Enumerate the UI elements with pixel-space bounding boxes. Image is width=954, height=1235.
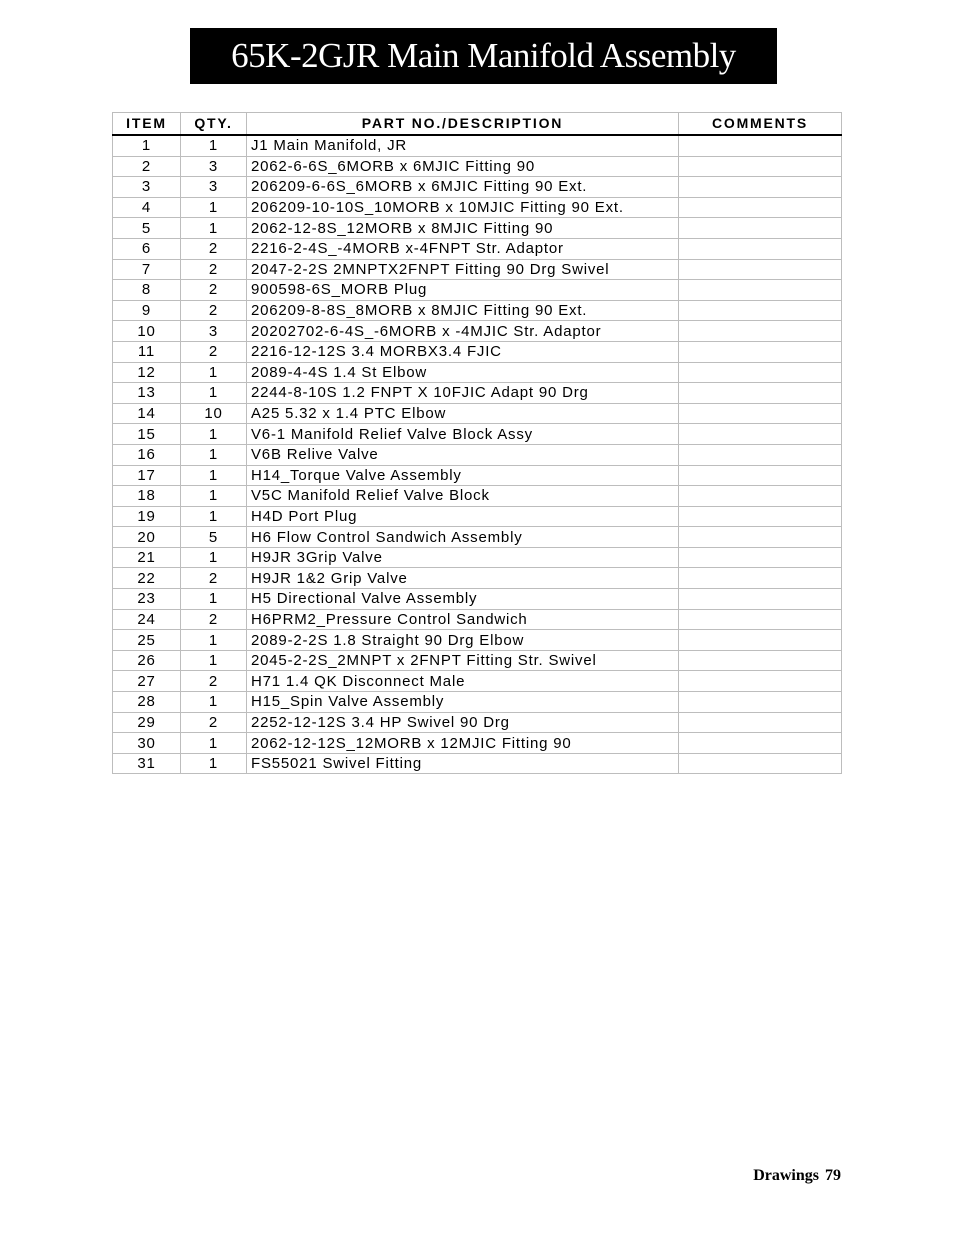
cell-comments	[679, 383, 842, 404]
table-row	[113, 362, 842, 383]
cell-qty: 1	[181, 547, 247, 568]
header-item: ITEM	[113, 113, 181, 136]
cell-comments	[679, 238, 842, 259]
footer-section-label: Drawings	[753, 1167, 819, 1184]
cell-qty: 3	[181, 321, 247, 342]
table-row	[113, 218, 842, 239]
cell-qty: 1	[181, 362, 247, 383]
cell-comments	[679, 177, 842, 198]
cell-item: 8	[113, 280, 181, 301]
cell-item: 26	[113, 650, 181, 671]
cell-qty: 1	[181, 383, 247, 404]
cell-comments	[679, 218, 842, 239]
cell-item: 20	[113, 527, 181, 548]
cell-qty: 1	[181, 444, 247, 465]
cell-qty: 5	[181, 527, 247, 548]
cell-part-description: 2062-12-8S_12MORB x 8MJIC Fitting 90	[247, 218, 679, 239]
cell-qty: 2	[181, 712, 247, 733]
cell-comments	[679, 259, 842, 280]
cell-part-description: 2062-6-6S_6MORB x 6MJIC Fitting 90	[247, 156, 679, 177]
cell-item: 27	[113, 671, 181, 692]
header-part-description: PART NO./DESCRIPTION	[247, 113, 679, 136]
cell-part-description: 2045-2-2S_2MNPT x 2FNPT Fitting Str. Swivel	[247, 650, 679, 671]
cell-qty: 2	[181, 568, 247, 589]
cell-part-description: H14_Torque Valve Assembly	[247, 465, 679, 486]
cell-qty: 2	[181, 341, 247, 362]
cell-comments	[679, 424, 842, 445]
cell-part-description: 2244-8-10S 1.2 FNPT X 10FJIC Adapt 90 Drg	[247, 383, 679, 404]
cell-part-description: 2216-2-4S_-4MORB x-4FNPT Str. Adaptor	[247, 238, 679, 259]
cell-part-description: V6B Relive Valve	[247, 444, 679, 465]
table-row	[113, 506, 842, 527]
cell-item: 4	[113, 197, 181, 218]
cell-part-description: 206209-8-8S_8MORB x 8MJIC Fitting 90 Ext.	[247, 300, 679, 321]
footer-page-number: 79	[825, 1167, 841, 1184]
table-row	[113, 238, 842, 259]
cell-qty: 1	[181, 197, 247, 218]
cell-comments	[679, 609, 842, 630]
cell-item: 18	[113, 486, 181, 507]
cell-item: 14	[113, 403, 181, 424]
header-comments: COMMENTS	[679, 113, 842, 136]
table-row	[113, 156, 842, 177]
cell-comments	[679, 630, 842, 651]
table-row	[113, 547, 842, 568]
cell-part-description: V5C Manifold Relief Valve Block	[247, 486, 679, 507]
cell-comments	[679, 444, 842, 465]
cell-item: 15	[113, 424, 181, 445]
cell-comments	[679, 527, 842, 548]
cell-part-description: V6-1 Manifold Relief Valve Block Assy	[247, 424, 679, 445]
cell-comments	[679, 280, 842, 301]
cell-part-description: 900598-6S_MORB Plug	[247, 280, 679, 301]
cell-item: 24	[113, 609, 181, 630]
cell-item: 17	[113, 465, 181, 486]
table-row	[113, 609, 842, 630]
cell-part-description: H6PRM2_Pressure Control Sandwich	[247, 609, 679, 630]
cell-item: 16	[113, 444, 181, 465]
cell-qty: 1	[181, 589, 247, 610]
cell-item: 6	[113, 238, 181, 259]
parts-table	[112, 112, 842, 774]
cell-comments	[679, 156, 842, 177]
cell-comments	[679, 568, 842, 589]
cell-qty: 1	[181, 650, 247, 671]
cell-comments	[679, 589, 842, 610]
cell-part-description: J1 Main Manifold, JR	[247, 135, 679, 156]
cell-part-description: 206209-10-10S_10MORB x 10MJIC Fitting 90 Ext.	[247, 197, 679, 218]
table-row	[113, 568, 842, 589]
cell-item: 12	[113, 362, 181, 383]
cell-qty: 1	[181, 692, 247, 713]
cell-comments	[679, 465, 842, 486]
cell-comments	[679, 692, 842, 713]
cell-item: 13	[113, 383, 181, 404]
cell-comments	[679, 321, 842, 342]
cell-item: 7	[113, 259, 181, 280]
table-row	[113, 383, 842, 404]
cell-qty: 1	[181, 506, 247, 527]
cell-part-description: H4D Port Plug	[247, 506, 679, 527]
table-row	[113, 424, 842, 445]
table-row	[113, 630, 842, 651]
table-row	[113, 259, 842, 280]
cell-comments	[679, 135, 842, 156]
table-row	[113, 321, 842, 342]
cell-comments	[679, 486, 842, 507]
cell-part-description: 2089-4-4S 1.4 St Elbow	[247, 362, 679, 383]
cell-qty: 1	[181, 753, 247, 774]
cell-qty: 3	[181, 156, 247, 177]
cell-part-description: H6 Flow Control Sandwich Assembly	[247, 527, 679, 548]
parts-table-body	[113, 135, 842, 774]
table-row	[113, 300, 842, 321]
cell-qty: 10	[181, 403, 247, 424]
cell-comments	[679, 753, 842, 774]
table-row	[113, 589, 842, 610]
table-row	[113, 444, 842, 465]
table-row	[113, 465, 842, 486]
cell-comments	[679, 733, 842, 754]
cell-item: 5	[113, 218, 181, 239]
cell-qty: 2	[181, 280, 247, 301]
cell-qty: 2	[181, 259, 247, 280]
cell-item: 23	[113, 589, 181, 610]
table-row	[113, 671, 842, 692]
table-row	[113, 280, 842, 301]
cell-part-description: 2216-12-12S 3.4 MORBX3.4 FJIC	[247, 341, 679, 362]
cell-part-description: H71 1.4 QK Disconnect Male	[247, 671, 679, 692]
cell-part-description: FS55021 Swivel Fitting	[247, 753, 679, 774]
cell-part-description: 2062-12-12S_12MORB x 12MJIC Fitting 90	[247, 733, 679, 754]
cell-comments	[679, 650, 842, 671]
cell-part-description: H5 Directional Valve Assembly	[247, 589, 679, 610]
cell-comments	[679, 362, 842, 383]
table-row	[113, 177, 842, 198]
table-row	[113, 486, 842, 507]
cell-part-description: 2252-12-12S 3.4 HP Swivel 90 Drg	[247, 712, 679, 733]
table-row	[113, 341, 842, 362]
cell-part-description: 2047-2-2S 2MNPTX2FNPT Fitting 90 Drg Swivel	[247, 259, 679, 280]
table-row	[113, 527, 842, 548]
cell-qty: 2	[181, 609, 247, 630]
table-row	[113, 403, 842, 424]
cell-item: 11	[113, 341, 181, 362]
cell-qty: 2	[181, 671, 247, 692]
cell-item: 19	[113, 506, 181, 527]
table-header-row	[113, 113, 842, 136]
table-row	[113, 753, 842, 774]
cell-part-description: H15_Spin Valve Assembly	[247, 692, 679, 713]
cell-item: 22	[113, 568, 181, 589]
cell-part-description: 20202702-6-4S_-6MORB x -4MJIC Str. Adaptor	[247, 321, 679, 342]
cell-comments	[679, 712, 842, 733]
table-row	[113, 712, 842, 733]
cell-part-description: 206209-6-6S_6MORB x 6MJIC Fitting 90 Ext.	[247, 177, 679, 198]
cell-comments	[679, 197, 842, 218]
cell-item: 25	[113, 630, 181, 651]
cell-qty: 1	[181, 630, 247, 651]
cell-item: 1	[113, 135, 181, 156]
table-row	[113, 197, 842, 218]
cell-item: 28	[113, 692, 181, 713]
page-title	[190, 28, 777, 84]
cell-comments	[679, 341, 842, 362]
cell-qty: 1	[181, 733, 247, 754]
cell-qty: 2	[181, 238, 247, 259]
cell-qty: 1	[181, 486, 247, 507]
cell-comments	[679, 547, 842, 568]
cell-item: 9	[113, 300, 181, 321]
table-row	[113, 135, 842, 156]
table-row	[113, 650, 842, 671]
cell-qty: 1	[181, 135, 247, 156]
cell-part-description: 2089-2-2S 1.8 Straight 90 Drg Elbow	[247, 630, 679, 651]
cell-item: 2	[113, 156, 181, 177]
table-row	[113, 692, 842, 713]
cell-item: 21	[113, 547, 181, 568]
cell-qty: 2	[181, 300, 247, 321]
page-footer	[753, 1167, 841, 1185]
cell-comments	[679, 506, 842, 527]
cell-part-description: H9JR 1&2 Grip Valve	[247, 568, 679, 589]
cell-item: 30	[113, 733, 181, 754]
cell-item: 3	[113, 177, 181, 198]
cell-comments	[679, 300, 842, 321]
cell-item: 10	[113, 321, 181, 342]
cell-part-description: H9JR 3Grip Valve	[247, 547, 679, 568]
cell-item: 31	[113, 753, 181, 774]
cell-qty: 1	[181, 424, 247, 445]
cell-comments	[679, 671, 842, 692]
cell-qty: 1	[181, 218, 247, 239]
cell-comments	[679, 403, 842, 424]
header-qty: QTY.	[181, 113, 247, 136]
cell-part-description: A25 5.32 x 1.4 PTC Elbow	[247, 403, 679, 424]
cell-qty: 1	[181, 465, 247, 486]
cell-item: 29	[113, 712, 181, 733]
table-row	[113, 733, 842, 754]
cell-qty: 3	[181, 177, 247, 198]
page-title-text: 65K-2GJR Main Manifold Assembly	[231, 36, 736, 75]
